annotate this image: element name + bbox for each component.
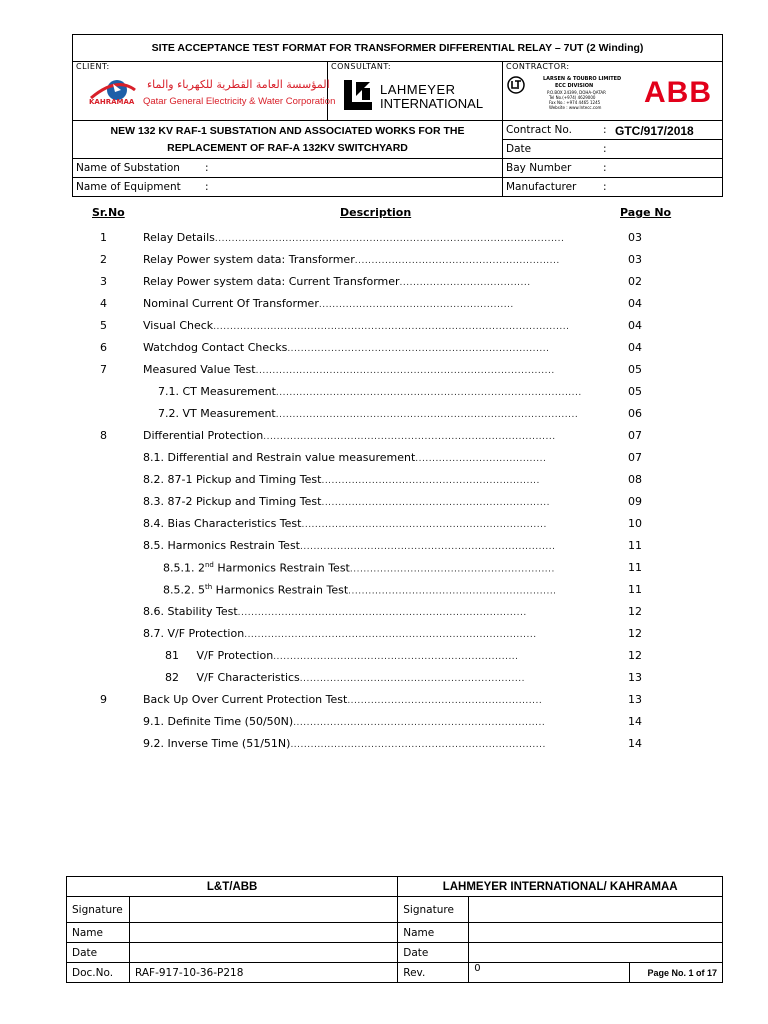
toc-row-description [143,319,569,332]
toc-row [72,451,723,467]
date-label-left: Date [67,943,130,963]
toc-row-description [143,363,555,376]
name-label-right: Name [398,923,469,943]
toc-row-leader-dots: .......................................................................................................... [213,322,570,332]
client-label: CLIENT: [76,62,110,71]
toc-row-title: Watchdog Contact Checks [143,341,288,354]
toc-row-leader-dots: ....................................... [399,278,531,288]
lt-line4: Tel No.(+974) 4629000 [549,95,596,100]
kahramaa-arabic: المؤسسة العامة القطرية للكهرباء والماء [147,78,330,91]
toc-row-page: 07 [628,429,642,442]
toc-row-number: 1 [100,231,107,244]
toc-row-leader-dots: ............................................................................ [300,542,556,552]
signature-label-right: Signature [398,897,469,923]
equipment-colon: : [205,181,209,193]
date-label-right: Date [398,943,469,963]
toc-row-title: 8.3. 87-2 Pickup and Timing Test [143,495,322,508]
toc-row-number: 4 [100,297,107,310]
toc-row-page: 14 [628,737,642,750]
toc-row-leader-dots: ................................................................... [299,674,525,684]
lahmeyer-line1: LAHMEYER [380,82,456,97]
toc-row [72,539,723,555]
toc-row-leader-dots: ................................................................. [321,476,540,486]
toc-row-page: 03 [628,253,642,266]
contract-label: Contract No. [506,124,572,136]
manufacturer-colon: : [603,181,607,193]
toc-row-title: Relay Power system data: Transformer [143,253,355,266]
toc-row-title: Differential Protection [143,429,264,442]
lt-line1: LARSEN & TOUBRO LIMITED [543,76,622,82]
consultant-label: CONSULTANT: [331,62,392,71]
toc-row [72,693,723,709]
date-colon: : [603,143,607,155]
bay-row [503,159,723,178]
toc-row-page: 08 [628,473,642,486]
toc-row [72,429,723,445]
toc-row [72,275,723,291]
toc-row [72,627,723,643]
toc-row-page: 04 [628,319,642,332]
toc-row-description [143,495,550,508]
toc-row-leader-dots: .......................................................................................... [275,410,579,420]
toc-row [72,297,723,313]
toc-row-description [143,231,564,244]
project-title: NEW 132 KV RAF-1 SUBSTATION AND ASSOCIATED WORKS FOR THE REPLACEMENT OF RAF-A 132KV SWITCHYARD [73,121,503,159]
toc-row-page: 14 [628,715,642,728]
lt-abb-heading: L&T/ABB [67,877,398,897]
toc-row-leader-dots: ......................................................................................... [255,366,555,376]
toc-row-page: 11 [628,561,642,574]
toc-row-description [158,385,582,398]
substation-row [73,159,503,178]
toc-row-number: 2 [100,253,107,266]
toc-row-description [143,297,514,310]
toc-row-leader-dots: ............................................................. [354,256,560,266]
toc-row-leader-dots: .............................................................. [348,586,557,597]
docno-value: RAF-917-10-36-P218 [130,963,398,983]
toc-row-description [163,561,555,575]
toc-row-description [143,737,546,750]
lt-emblem-icon [507,76,525,94]
toc-row-title: Back Up Over Current Protection Test [143,693,348,706]
equipment-label: Name of Equipment [76,181,181,193]
toc-row-leader-dots: .......................................................... [347,696,543,706]
toc-row-title: 8.2. 87-1 Pickup and Timing Test [143,473,322,486]
toc-row-title: 8.5.2. 5 [163,583,205,597]
manufacturer-label: Manufacturer [506,181,577,193]
toc-row-page: 06 [628,407,642,420]
toc-row-page: 13 [628,671,642,684]
bay-colon: : [603,162,607,174]
toc-row [72,407,723,423]
rev-value: 0 [469,963,630,983]
toc-row-number: 6 [100,341,107,354]
toc-row-description [143,341,549,354]
kahramaa-emblem-icon [87,76,137,112]
signature-field-right[interactable] [469,897,723,923]
toc-row-title: 81 V/F Protection [165,649,274,662]
date-field-left[interactable] [130,943,398,963]
toc-row-title: Nominal Current Of Transformer [143,297,319,310]
page-number: Page No. 1 of 17 [630,963,723,983]
toc-row-description [143,605,527,618]
lahmeyer-line2: INTERNATIONAL [380,96,484,111]
toc-row [72,385,723,401]
header-table [72,34,723,197]
toc-row-title: 8.6. Stability Test [143,605,238,618]
toc-row-description [143,253,560,266]
toc-row-title: Relay Details [143,231,215,244]
substation-colon: : [205,162,209,174]
toc-row-leader-dots: ......................................................................... [301,520,547,530]
toc-row [72,561,723,577]
toc-row-leader-dots: ....................................... [415,454,547,464]
toc-row-leader-dots: ........................................................................... [293,718,546,728]
lt-line6: Website : www.lntecc.com [549,105,602,110]
toc-row-number: 8 [100,429,107,442]
toc-row-leader-dots: ............................................................................ [290,740,546,750]
toc-row-description [143,539,555,552]
lt-line3: P.O.BOX 24399, DOHA-QATAR [547,90,606,95]
manufacturer-row [503,178,723,197]
toc-row-leader-dots: ............................................................. [349,564,555,575]
toc-row-number: 3 [100,275,107,288]
lt-logo [507,74,637,118]
toc-row-number: 5 [100,319,107,332]
toc-row-description [143,275,531,288]
lahmeyer-logo [340,78,490,114]
toc-row [72,649,723,665]
toc-row-page: 03 [628,231,642,244]
col-page-heading: Page No [620,206,672,219]
toc-row-leader-dots: ........................................................................................................ [214,234,565,244]
toc-row-description [158,407,578,420]
toc-row-title: 82 V/F Characteristics [165,671,300,684]
date-row [503,140,723,159]
toc-row-number: 7 [100,363,107,376]
toc-row-page: 05 [628,363,642,376]
signature-table [66,876,723,983]
toc-row-description [143,715,545,728]
docno-label: Doc.No. [67,963,130,983]
toc-row [72,517,723,533]
toc-row [72,495,723,511]
toc-row [72,253,723,269]
toc-row-description [143,627,537,640]
toc-row-leader-dots: .................................................................... [321,498,550,508]
kahramaa-mark: KAHRAMAA [89,98,135,106]
abb-logo: ABB [644,76,712,109]
toc-row-title: 7.1. CT Measurement [158,385,276,398]
toc-row [72,605,723,621]
toc-row-page: 04 [628,341,642,354]
toc-row [72,737,723,753]
name-field-left[interactable] [130,923,398,943]
toc-row-page: 12 [628,649,642,662]
toc-row-page: 11 [628,583,642,596]
toc-row-leader-dots: ........................................................................................... [275,388,582,398]
toc-row-title: 7.2. VT Measurement [158,407,276,420]
toc-row-number: 9 [100,693,107,706]
contract-value: GTC/917/2018 [615,124,694,138]
toc-row-description [163,583,557,597]
rev-label: Rev. [398,963,469,983]
toc-row-leader-dots: .......................................................... [318,300,514,310]
toc-row-page: 12 [628,627,642,640]
toc-row [72,715,723,731]
toc-row-leader-dots: ...................................................................................... [237,608,527,618]
kahramaa-english: Qatar General Electricity & Water Corporation [143,96,336,107]
toc-row-title: 8.1. Differential and Restrain value measurement [143,451,416,464]
toc-row-description [143,429,556,442]
equipment-row [73,178,503,197]
toc-row-page: 12 [628,605,642,618]
toc-row-title: 9.2. Inverse Time (51/51N) [143,737,291,750]
toc-row-leader-dots: ....................................................................................... [244,630,537,640]
date-field-right[interactable] [469,943,723,963]
toc-row-superscript: th [204,583,213,591]
substation-label: Name of Substation [76,162,180,174]
toc-row [72,231,723,247]
toc-row-page: 13 [628,693,642,706]
lahmeyer-kahramaa-heading: LAHMEYER INTERNATIONAL/ KAHRAMAA [398,877,723,897]
toc-row-superscript: nd [204,561,214,569]
toc-row-description [143,451,546,464]
signature-label-left: Signature [67,897,130,923]
contractor-label: CONTRACTOR: [506,62,570,71]
toc-row [72,341,723,357]
toc-row-page: 11 [628,539,642,552]
name-field-right[interactable] [469,923,723,943]
toc-row-page: 02 [628,275,642,288]
toc-row [72,473,723,489]
contract-row [503,121,723,140]
toc-row-title-cont: Harmonics Restrain Test [213,561,350,575]
lahmeyer-emblem-icon [340,78,376,112]
toc-row-title: 9.1. Definite Time (50/50N) [143,715,294,728]
document-title: SITE ACCEPTANCE TEST FORMAT FOR TRANSFORMER DIFFERENTIAL RELAY – 7UT (2 Winding) [73,35,723,62]
toc-row-title: 8.7. V/F Protection [143,627,245,640]
toc-row-title: Visual Check [143,319,214,332]
toc-row-description [165,649,519,662]
toc-row-title: Measured Value Test [143,363,256,376]
toc-row-title: 8.5.1. 2 [163,561,205,575]
toc-row-leader-dots: .............................................................................. [287,344,550,354]
lt-line2: ECC DIVISION [555,83,594,89]
client-cell [73,62,336,121]
contractor-cell [503,62,723,121]
consultant-cell [328,62,503,121]
toc-row-description [143,693,542,706]
toc-row [72,583,723,599]
toc-row-title: Relay Power system data: Current Transformer [143,275,400,288]
toc-row [72,319,723,335]
name-label-left: Name [67,923,130,943]
toc-row-description [143,473,540,486]
lt-line5: Fax No.: +974 4465 1245 [549,100,601,105]
toc-row-description [165,671,525,684]
toc-row [72,363,723,379]
toc-row-page: 04 [628,297,642,310]
toc-row-page: 09 [628,495,642,508]
toc-row-leader-dots: ....................................................................................... [263,432,556,442]
toc-row [72,671,723,687]
toc-row-page: 07 [628,451,642,464]
toc-row-page: 05 [628,385,642,398]
toc-row-description [143,517,547,530]
col-description-heading: Description [340,206,412,219]
toc-row-title: 8.5. Harmonics Restrain Test [143,539,300,552]
date-label: Date [506,143,532,155]
signature-field-left[interactable] [130,897,398,923]
bay-label: Bay Number [506,162,572,174]
toc-row-leader-dots: ......................................................................... [273,652,519,662]
col-srno-heading: Sr.No [92,206,125,219]
toc-row-page: 10 [628,517,642,530]
kahramaa-logo [87,76,336,116]
contract-colon: : [603,124,607,136]
toc-row-title: 8.4. Bias Characteristics Test [143,517,302,530]
toc-row-title-cont: Harmonics Restrain Test [212,583,349,597]
